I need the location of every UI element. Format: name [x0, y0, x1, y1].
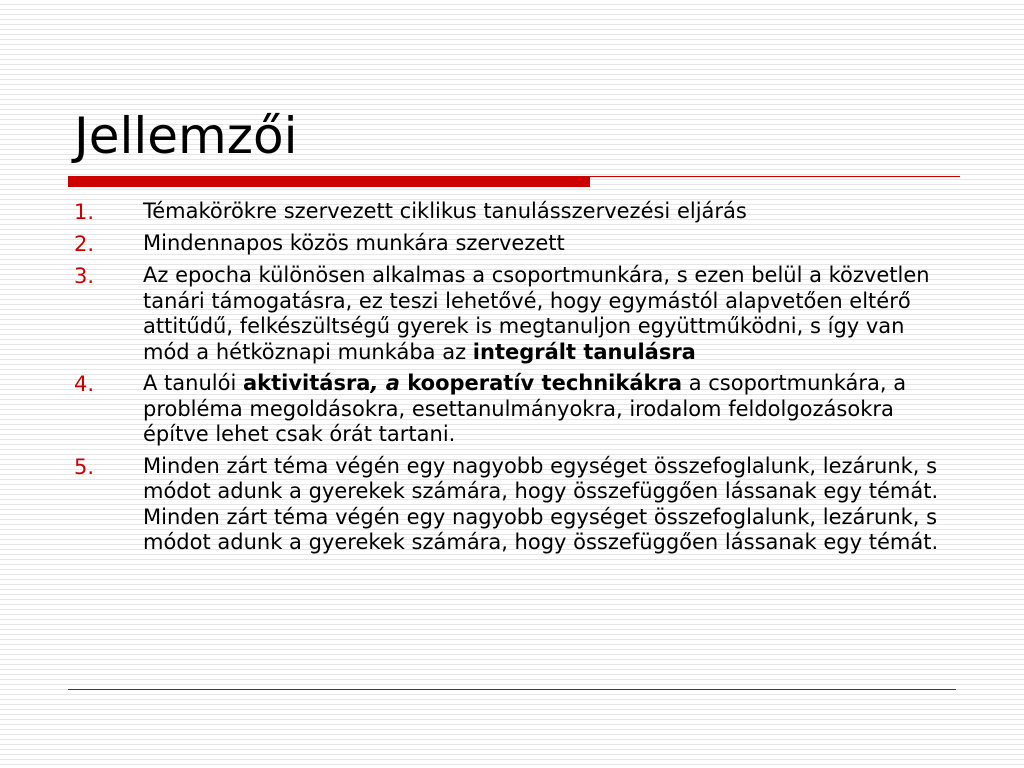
list-text-body: Témakörökre szervezett ciklikus tanulásszervezési eljárás	[143, 199, 747, 223]
list-text	[143, 231, 944, 257]
list-number: 1.	[74, 200, 95, 224]
list-text-body: Mindennapos közös munkára szervezett	[143, 231, 565, 255]
list-text	[143, 454, 944, 556]
list-number: 2.	[74, 232, 95, 256]
list-text-emphasis-italic: , a	[370, 371, 400, 395]
list-text	[143, 199, 944, 225]
list-text-body: a csoportmunkára, a probléma megoldásokra, esettanulmányokra, irodalom feldolgozásokra építve lehet csak órát tartani.	[143, 371, 907, 446]
list-text-emphasis: aktivitásra	[242, 371, 371, 395]
list-text-body: Minden zárt téma végén egy nagyobb egységet összefoglalunk, lezárunk, s módot adunk a gyerekek számára, hogy összefüggően lássanak egy témát. Minden zárt téma végén egy nagyobb egységet összefoglalunk, lezárunk, s módot adunk a gyerekek számára, hogy összefüggően lássanak egy témát.	[143, 453, 939, 554]
list-text-body: Az epocha különösen alkalmas a csoportmunkára, s ezen belül a közvetlen tanári támogatásra, ez teszi lehetővé, hogy egymástól alapvetően eltérő attitűdű, felkészültségű gyerek is megtanuljon együttműködni, s így van mód a hétköznapi munkába az	[143, 263, 930, 364]
list-number: 5.	[74, 454, 95, 479]
list-number: 4.	[74, 372, 95, 396]
footer-divider-line	[68, 689, 956, 690]
list-item-1	[74, 199, 944, 225]
list-item-4	[74, 371, 944, 448]
list-item-2	[74, 231, 944, 257]
title-underline-bar	[68, 176, 590, 187]
list-item-3	[74, 263, 944, 365]
title-underline-line	[590, 176, 960, 177]
list-text-body: A tanulói	[143, 371, 243, 395]
numbered-list	[74, 199, 944, 562]
list-text-emphasis: integrált tanulásra	[472, 339, 696, 364]
list-text-emphasis: kooperatív technikákra	[399, 371, 683, 395]
list-text	[143, 371, 944, 448]
list-item-5	[74, 454, 944, 556]
list-text	[143, 263, 944, 365]
slide-title: Jellemzői	[74, 107, 298, 165]
list-number: 3.	[74, 264, 95, 288]
